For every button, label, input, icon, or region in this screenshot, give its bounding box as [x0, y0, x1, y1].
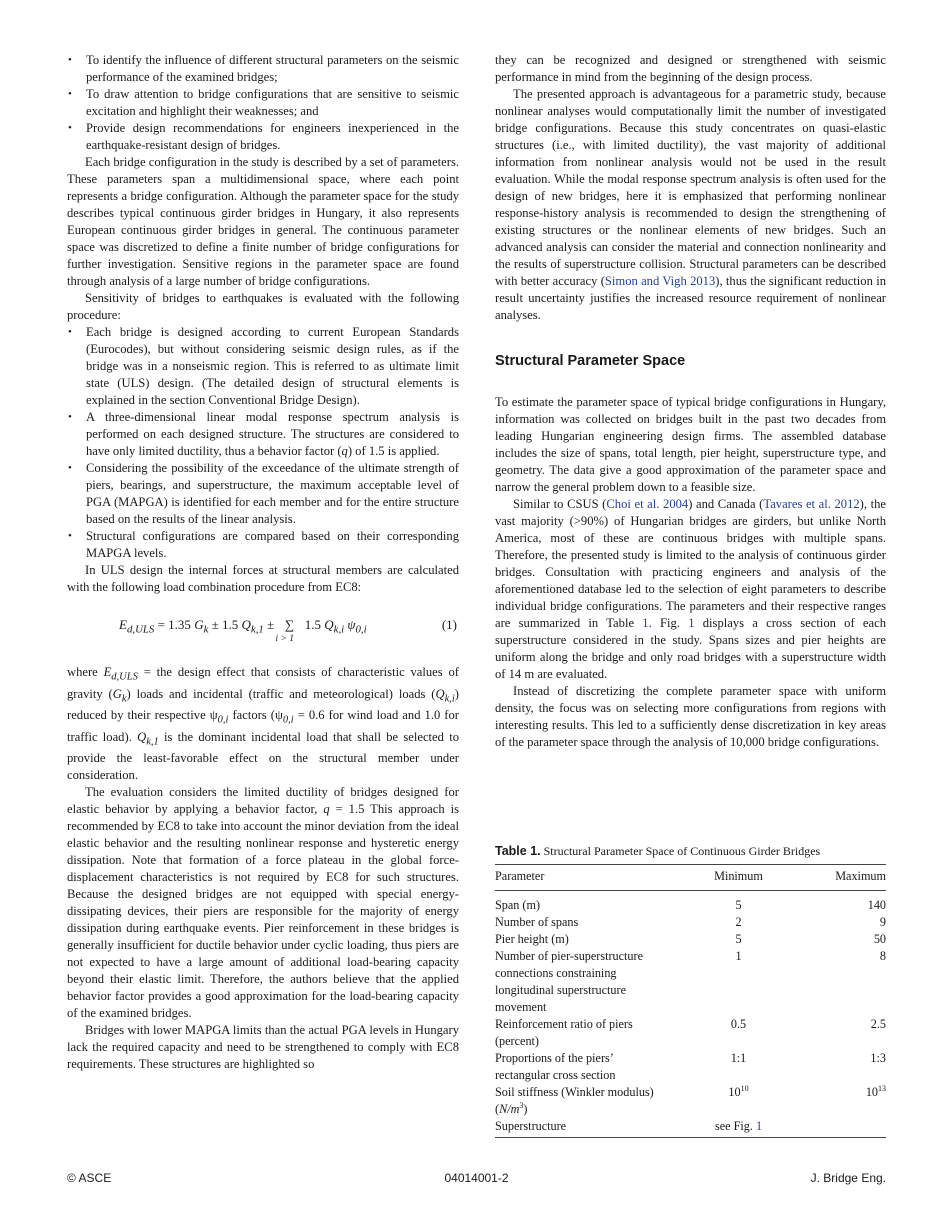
cell-parameter: Number of pier-superstructure connections constraining longitudinal superstructure movement	[495, 949, 643, 1014]
cell-maximum: $10^{13}$	[865, 1083, 886, 1099]
summation-symbol: ∑ i > 1	[275, 617, 295, 644]
cell-maximum: 50	[873, 932, 886, 946]
cell-minimum: 0.5	[730, 1017, 747, 1031]
paragraph: where $E_{d,ULS}$ = the design effect that consists of characteristic values of gravity $(G_k)$ loads and incidental (traffic and meteorological) loads $(Q_{k,i})$ reduced by their respective $\psi_{0,i}$ factors ($\psi_{0,i} = 0.6$ for wind load and 1.0 for traffic load). $Q_{k,1}$ is the dominant incidental load that shall be selected to provide the least-favorable effect on the structural member under consideration.	[67, 665, 459, 783]
paragraph: The evaluation considers the limited ductility of bridges designed for elastic behavior by applying a behavior factor, q = 1.5 This approach is recommended by EC8 to take into account the minor deviation from the ideal elastic behavior and the resulting nonlinear response and hysteretic energy dissipation. Note that formation of a force plateau in the global force-displacement characteristics is not required by EC8 for such structures. Because the designed bridges are not equipped with special energy-dissipating devices, their piers are responsible for the majority of energy dissipation during earthquake events. Pier reinforcement in these bridges is generally insufficient for ductile behavior under cyclic loading, thus piers are not expected to have a large amount of additional load-bearing capacity beyond their elastic limit. Therefore, the authors believe that the applied behavior factor provides a good approximation for the load-bearing capacity of the examined bridges.	[67, 785, 459, 1021]
cell-maximum: 2.5	[870, 1017, 886, 1031]
cell-minimum: 5	[735, 932, 742, 946]
cell-maximum: 9	[879, 915, 886, 929]
paragraph: To estimate the parameter space of typical bridge configurations in Hungary, information was collected on bridges built in the past two decades from leading Hungarian engineering design firms. The assembled database includes the size of spans, total length, pier height, superstructure type, and geometry. The data give a good approximation of the parameter space and narrow the general problem down to a feasible size.	[495, 395, 886, 494]
cell-maximum: 8	[879, 949, 886, 963]
cell-maximum: 1:3	[870, 1051, 886, 1065]
equation-body: $E_{d,ULS} = 1.35$ $G_k \pm 1.5$ $Q_{k,1}$ ± ∑ i > 1 1.5 $Q_{k,i}$ $\psi_{0,i}$	[119, 617, 367, 644]
table-row	[495, 948, 886, 1016]
paragraph: Instead of discretizing the complete parameter space with uniform density, the focus was on selecting more configurations from regions with interesting results. This led to a sufficiently dense discretization in key areas of the parameter space through the analysis of 10,000 bridge configurations.	[495, 684, 886, 749]
table-row	[495, 1084, 886, 1118]
footer-page-id: 04014001-2	[444, 1171, 509, 1185]
paragraph: The presented approach is advantageous for a parametric study, because nonlinear analyses would computationally limit the number of investigated bridge configurations. Because this study concentrates on quasi-elastic structures (i.e., with limited ductility), the vast majority of additional information from nonlinear analysis would not be used in the result evaluation. While the modal response spectrum analysis is often used for the design of new bridges, here it is emphasized that performing nonlinear response-history analysis is recommended to design the strengthening of existing structures or the nonlinear elements of new bridges. Such an advanced analysis can consider the material and connection nonlinearity and the results of superstructure collision. Structural parameters can be described with better accuracy (Simon and Vigh 2013), thus the significant reduction in result uncertainty justifies the increased resource requirement of nonlinear analyses.	[495, 87, 886, 322]
procedure-list	[67, 324, 459, 562]
equation-number: (1)	[441, 617, 457, 632]
figure-ref-link[interactable]: 1	[755, 1119, 763, 1133]
procedure-item: • Considering the possibility of the exceedance of the ultimate strength of piers, bearings, and superstructure, the maximum acceptable level of PGA (MAPGA) is identified for each member and for the entire structure based on the results of the linear analysis.	[67, 460, 459, 528]
paragraph: Each bridge configuration in the study is described by a set of parameters. These parameters span a multidimensional space, where each point represents a bridge configuration. Although the parameter space for the study describes typical continuous girder bridges in Hungary, it also represents European continuous girder bridges in general. The continuous parameter space was discretized to define a finite number of bridge configurations for further investigation. Sensitive regions in the parameter space are found through analysis of a large number of bridge configurations.	[67, 155, 459, 288]
cell-maximum	[788, 1118, 886, 1138]
cell-minimum: 5	[735, 898, 742, 912]
cell-minimum: 1:1	[730, 1051, 747, 1065]
footer-journal: J. Bridge Eng.	[810, 1171, 886, 1185]
left-column	[67, 52, 459, 1073]
objective-item: • Provide design recommendations for engineers inexperienced in the earthquake-resistant design of bridges.	[67, 120, 459, 154]
parameter-table	[495, 864, 886, 1138]
table-row	[495, 1118, 886, 1138]
citation-link[interactable]: Tavares et al. 2012	[763, 497, 860, 511]
right-column	[495, 52, 886, 1138]
cell-parameter: Pier height (m)	[495, 932, 569, 946]
procedure-item: • A three-dimensional linear modal response spectrum analysis is performed on each designed structure. The structures are considered to have only limited ductility, thus a behavior factor (q) of 1.5 is applied.	[67, 409, 459, 460]
table-ref-link[interactable]: 1	[642, 616, 649, 630]
section-heading: Structural Parameter Space	[495, 353, 686, 369]
paragraph: Sensitivity of bridges to earthquakes is evaluated with the following procedure:	[67, 291, 459, 322]
table-row	[495, 1016, 886, 1050]
cell-parameter: Number of spans	[495, 915, 579, 929]
footer-copyright: © ASCE	[67, 1171, 112, 1185]
header-parameter: Parameter	[495, 865, 689, 891]
paragraph: Similar to CSUS (Choi et al. 2004) and Canada (Tavares et al. 2012), the vast majority (>90%) of Hungarian bridges are girders, but unlike North America, most of these are continuous bridges with multiple spans. Therefore, the presented study is limited to the analysis of continuous girder bridges. Consultation with practicing engineers and analysis of the aforementioned database led to the selection of eight parameters to describe individual bridge configurations. The parameters and their respective ranges are summarized in Table 1. Fig. 1 displays a cross section of each superstructure considered in the study. Spans sizes and pier heights are uniform along the bridge and only road bridges with a superstructure width of 14 m are evaluated.	[495, 497, 887, 681]
cell-parameter: Reinforcement ratio of piers (percent)	[495, 1017, 633, 1048]
cell-parameter: Proportions of the piers’ rectangular cross section	[495, 1051, 616, 1082]
page-footer	[67, 1170, 886, 1186]
paragraph: they can be recognized and designed or strengthened with seismic performance in mind from the beginning of the design process.	[495, 53, 886, 84]
header-minimum: Minimum	[689, 865, 787, 891]
objective-item: • To identify the influence of different structural parameters on the seismic performance of the examined bridges;	[67, 52, 459, 86]
citation-link[interactable]: Choi et al. 2004	[606, 497, 689, 511]
table-caption: Table 1. Structural Parameter Space of Continuous Girder Bridges	[495, 844, 821, 858]
table-row	[495, 914, 886, 931]
table-row	[495, 891, 886, 915]
cell-parameter: Span (m)	[495, 898, 541, 912]
cell-minimum: 1	[735, 949, 742, 963]
paragraph: Bridges with lower MAPGA limits than the actual PGA levels in Hungary lack the required capacity and need to be strengthened to comply with EC8 requirements. These structures are highlighted so	[67, 1023, 459, 1072]
paragraph: In ULS design the internal forces at structural members are calculated with the following load combination procedure from EC8:	[67, 563, 459, 594]
citation-link[interactable]: Simon and Vigh 2013	[604, 274, 716, 288]
objective-item: • To draw attention to bridge configurations that are sensitive to seismic excitation and highlight their weaknesses; and	[67, 86, 459, 120]
cell-parameter: Superstructure	[495, 1118, 689, 1138]
figure-ref-link[interactable]: 1	[688, 616, 695, 630]
procedure-item: • Each bridge is designed according to current European Standards (Eurocodes), but without considering seismic design rules, as if the bridge was in a nonseismic region. This is referred to as ultimate limit state (ULS) design. (The detailed design of structural elements is explained in the section Conventional Bridge Design).	[67, 324, 459, 409]
table-header-row	[495, 865, 886, 891]
equation-1	[67, 612, 459, 656]
header-maximum: Maximum	[788, 865, 886, 891]
procedure-item: • Structural configurations are compared based on their corresponding MAPGA levels.	[67, 528, 459, 562]
cell-minimum: 2	[735, 915, 742, 929]
table-row	[495, 931, 886, 948]
cell-minimum: see Fig. 1	[689, 1118, 787, 1138]
objectives-list	[67, 52, 459, 154]
cell-maximum: 140	[867, 898, 886, 912]
cell-minimum: $10^{10}$	[728, 1083, 749, 1099]
table-row	[495, 1050, 886, 1084]
cell-parameter: Soil stiffness (Winkler modulus) $(N/m^3)$	[495, 1085, 654, 1116]
